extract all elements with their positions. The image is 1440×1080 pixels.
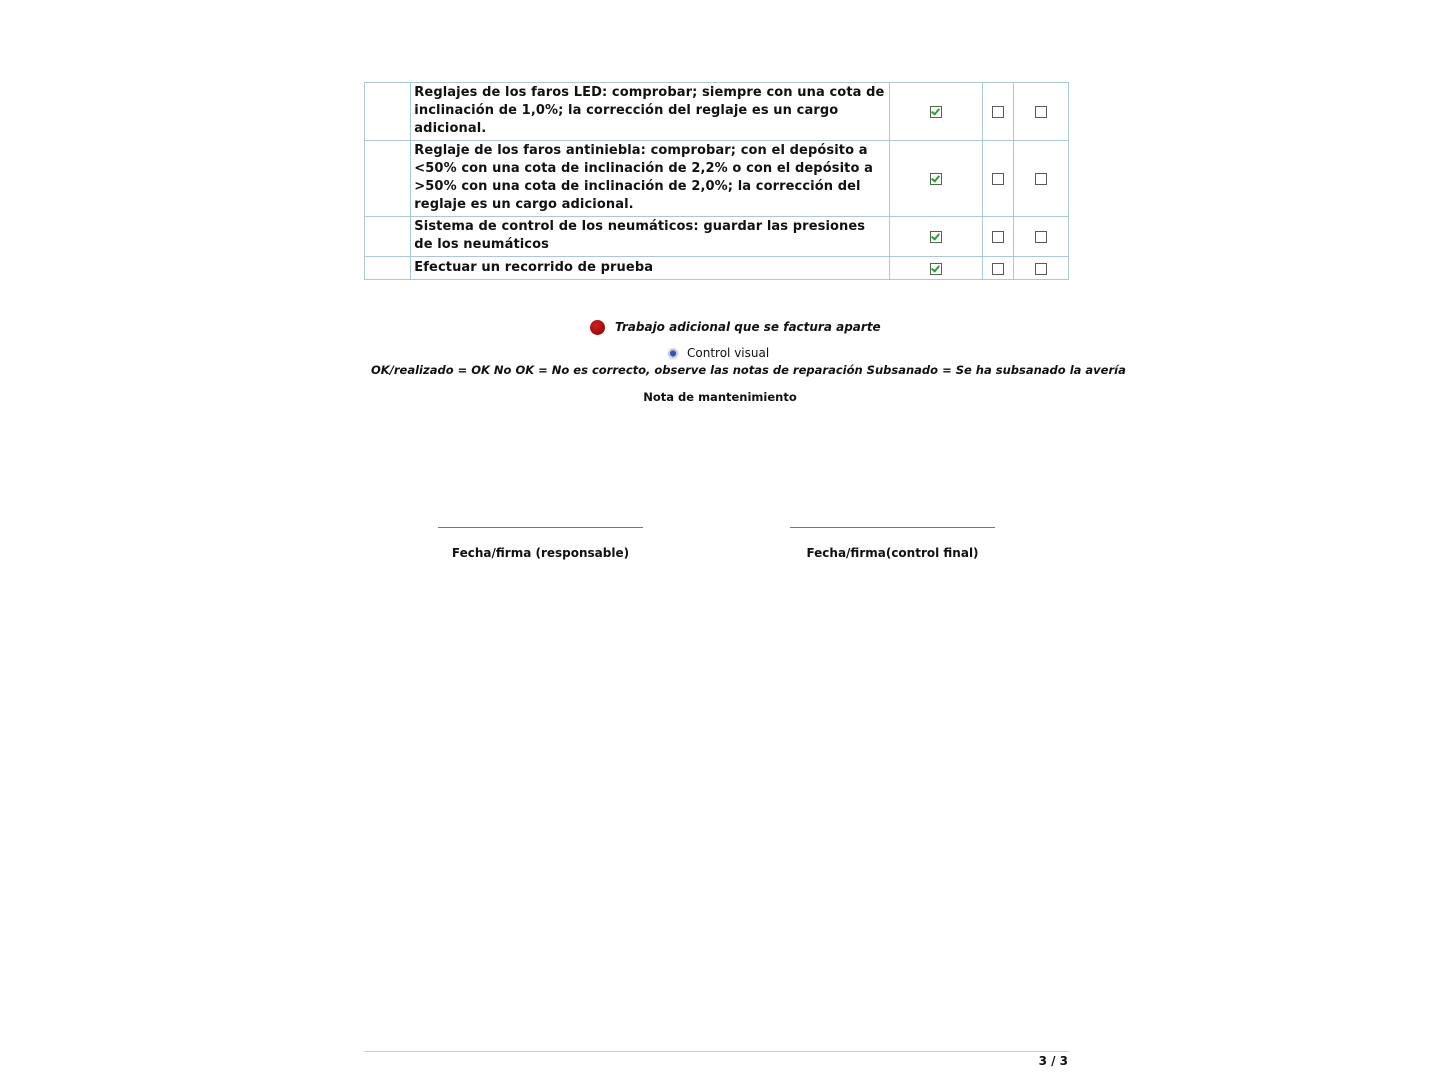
row-number — [365, 141, 411, 217]
row-number — [365, 217, 411, 257]
not-ok-checkbox[interactable] — [992, 231, 1004, 243]
signature-line-final-control — [790, 527, 995, 528]
not-ok-checkbox[interactable] — [992, 106, 1004, 118]
legend-visual-check — [667, 346, 769, 360]
signature-line-responsible — [438, 527, 643, 528]
legend-visual-check-label: Control visual — [687, 346, 770, 360]
table-row — [365, 83, 1069, 141]
fixed-checkbox[interactable] — [1035, 106, 1047, 118]
row-number — [365, 257, 411, 280]
ok-checkbox[interactable] — [930, 231, 942, 243]
row-description: Reglajes de los faros LED: comprobar; siempre con una cota de inclinación de 1,0%; la corrección del reglaje es un cargo adicional. — [411, 83, 890, 141]
fixed-checkbox[interactable] — [1035, 231, 1047, 243]
not-ok-checkbox[interactable] — [992, 173, 1004, 185]
fixed-checkbox[interactable] — [1035, 173, 1047, 185]
signature-label-responsible: Fecha/firma (responsable) — [451, 546, 630, 560]
ok-checkbox[interactable] — [930, 173, 942, 185]
footer-divider — [364, 1051, 1069, 1052]
table-row — [365, 217, 1069, 257]
table-row — [365, 141, 1069, 217]
legend-extra-work-label: Trabajo adicional que se factura aparte — [615, 320, 881, 334]
eye-icon — [667, 348, 679, 360]
row-description: Reglaje de los faros antiniebla: comprobar; con el depósito a <50% con una cota de inclinación de 2,2% o con el depósito a >50% con una cota de inclinación de 2,0%; la corrección del reglaje es un cargo adicional. — [411, 141, 890, 217]
maintenance-checklist-table — [364, 82, 1069, 280]
ok-checkbox[interactable] — [930, 106, 942, 118]
signature-label-final-control: Fecha/firma(control final) — [806, 546, 979, 560]
red-dot-icon — [590, 320, 605, 335]
page-number: 3 / 3 — [1038, 1054, 1068, 1068]
legend-extra-work — [590, 320, 881, 335]
table-row — [365, 257, 1069, 280]
legend-definitions: OK/realizado = OK No OK = No es correcto, observe las notas de reparación Subsanado = Se ha subsanado la avería — [371, 363, 1126, 377]
ok-checkbox[interactable] — [930, 263, 942, 275]
maintenance-note-heading: Nota de mantenimiento — [643, 390, 797, 404]
row-number — [365, 83, 411, 141]
not-ok-checkbox[interactable] — [992, 263, 1004, 275]
fixed-checkbox[interactable] — [1035, 263, 1047, 275]
row-description: Efectuar un recorrido de prueba — [411, 257, 890, 280]
row-description: Sistema de control de los neumáticos: guardar las presiones de los neumáticos — [411, 217, 890, 257]
